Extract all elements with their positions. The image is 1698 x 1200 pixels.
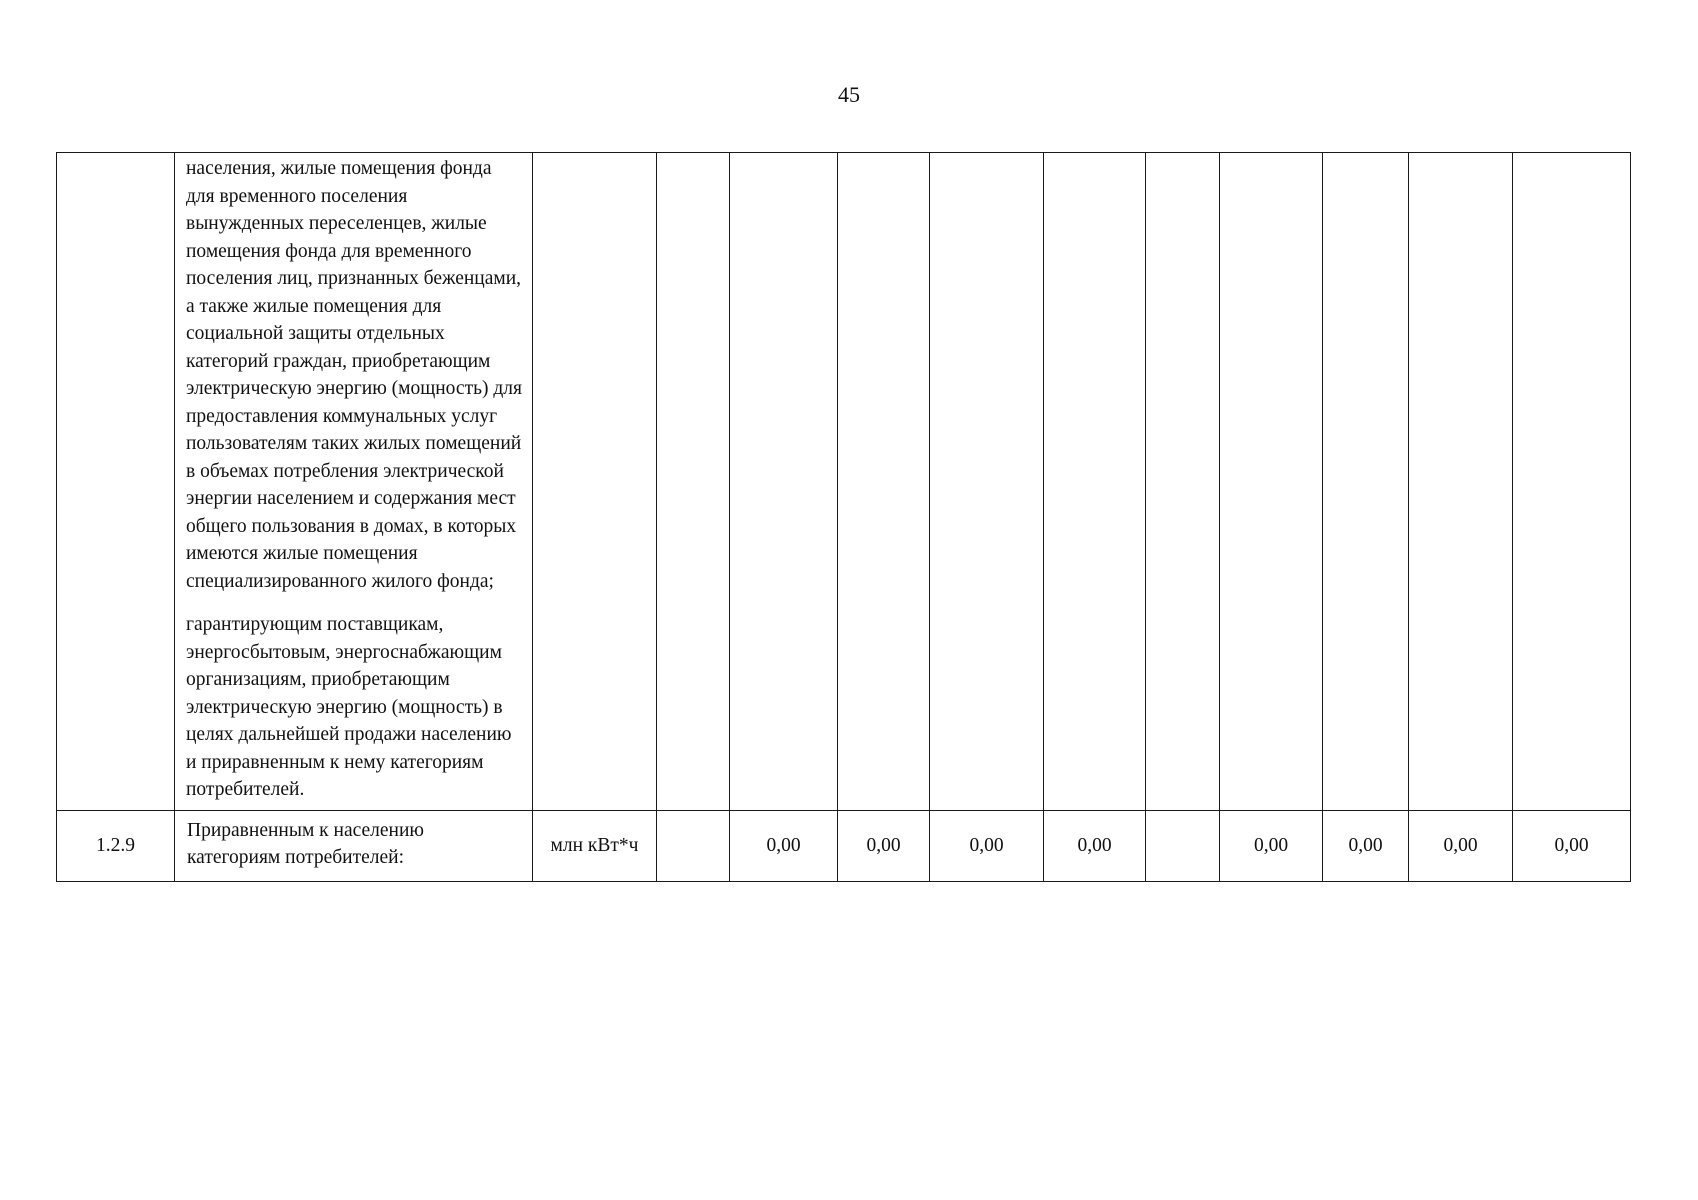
description-paragraph-1: населения, жилые помещения фонда для временного поселения вынужденных переселенцев, жилые помещения фонда для временного поселения лиц, признанных беженцами, а также жилые помещения для социальной защиты отдельных категорий граждан, приобретающим электрическую энергию (мощность) для предоставления коммунальных услуг пользователям таких жилых помещений в объемах потребления электрической энергии населением и содержания мест общего пользования в домах, в которых имеются жилые помещения специализированного жилого фонда;: [186, 158, 522, 592]
value-cell-5: 0,00: [1044, 810, 1146, 881]
value-cell-empty: [1146, 153, 1220, 811]
page-number: 45: [838, 82, 860, 107]
value-cell-7: 0,00: [1220, 810, 1323, 881]
value-cell-4: 0,00: [930, 810, 1044, 881]
value-cell-2: 0,00: [730, 810, 838, 881]
row-unit: млн кВт*ч: [533, 810, 657, 881]
value-cell-1: [657, 810, 730, 881]
value-cell-empty: [1513, 153, 1631, 811]
value-cell-8: 0,00: [1323, 810, 1409, 881]
value-cell-3: 0,00: [838, 810, 930, 881]
value-cell-6: [1146, 810, 1220, 881]
code-cell-empty: [57, 153, 175, 811]
value-cell-9: 0,00: [1409, 810, 1513, 881]
value-cell-empty: [1409, 153, 1513, 811]
description-cell: [175, 153, 533, 811]
unit-cell-empty: [533, 153, 657, 811]
description-paragraph-2: гарантирующим поставщикам, энергосбытовым, энергоснабжающим организациям, приобретающим электрическую энергию (мощность) в целях дальнейшей продажи населению и приравненным к нему категориям потребителей.: [186, 614, 512, 800]
value-cell-empty: [730, 153, 838, 811]
table-row-continued: [57, 153, 1631, 811]
value-cell-empty: [657, 153, 730, 811]
value-cell-empty: [1044, 153, 1146, 811]
data-table: [56, 152, 1631, 882]
value-cell-empty: [1220, 153, 1323, 811]
value-cell-empty: [930, 153, 1044, 811]
value-cell-empty: [1323, 153, 1409, 811]
value-cell-empty: [838, 153, 930, 811]
value-cell-10: 0,00: [1513, 810, 1631, 881]
row-code: 1.2.9: [57, 810, 175, 881]
row-label: Приравненным к населению категориям потребителей:: [175, 810, 533, 881]
table-row-1-2-9: [57, 810, 1631, 881]
